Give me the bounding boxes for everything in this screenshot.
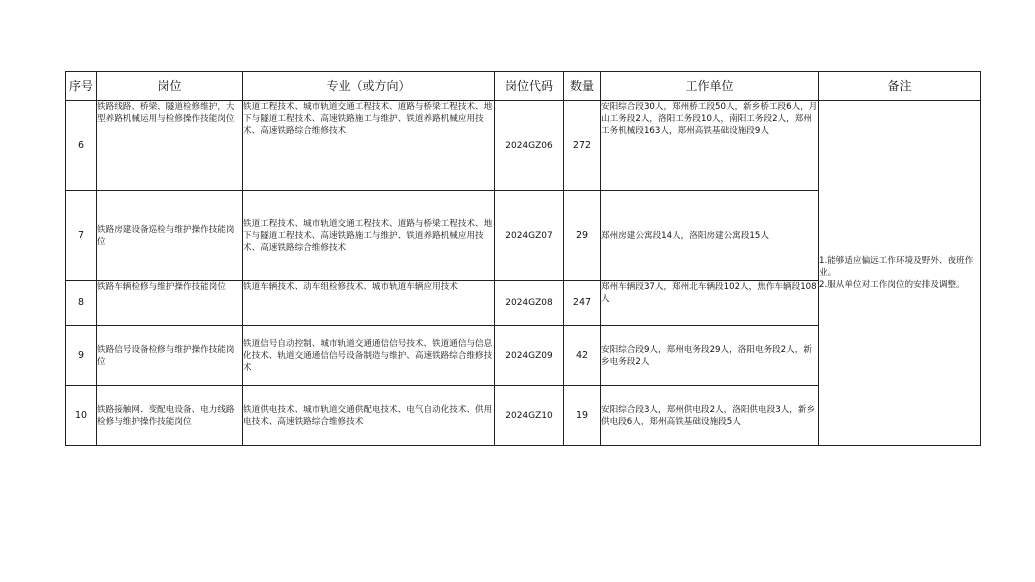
code-cell: 2024GZ09 [495, 326, 564, 386]
work-unit-cell: 安阳综合段3人，郑州供电段2人，洛阳供电段3人，新乡供电段6人，郑州高铁基础设施段5人 [601, 386, 819, 446]
code-cell: 2024GZ07 [495, 191, 564, 281]
position-cell: 铁路房建设备巡检与维护操作技能岗位 [97, 191, 243, 281]
quantity-cell: 247 [564, 281, 601, 326]
header-position: 岗位 [97, 72, 243, 101]
header-serial: 序号 [66, 72, 97, 101]
code-cell: 2024GZ06 [495, 101, 564, 191]
header-quantity: 数量 [564, 72, 601, 101]
serial-cell: 9 [66, 326, 97, 386]
recruitment-table [65, 71, 981, 446]
code-cell: 2024GZ10 [495, 386, 564, 446]
header-position-code: 岗位代码 [495, 72, 564, 101]
quantity-cell: 29 [564, 191, 601, 281]
work-unit-cell: 安阳综合段9人，郑州电务段29人，洛阳电务段2人，新乡电务段2人 [601, 326, 819, 386]
remark-line: 1.能够适应偏远工作环境及野外、夜班作业。 [819, 256, 974, 278]
position-cell: 铁路接触网、变配电设备、电力线路检修与维护操作技能岗位 [97, 386, 243, 446]
major-cell: 铁道供电技术、城市轨道交通供配电技术、电气自动化技术、供用电技术、高速铁路综合维修技术 [243, 386, 495, 446]
quantity-cell: 19 [564, 386, 601, 446]
remarks-cell [819, 101, 981, 446]
header-major: 专业（或方向） [243, 72, 495, 101]
code-cell: 2024GZ08 [495, 281, 564, 326]
major-cell: 铁道信号自动控制、城市轨道交通通信信号技术、铁道通信与信息化技术、轨道交通通信信号设备制造与维护、高速铁路综合维修技术 [243, 326, 495, 386]
position-cell: 铁路线路、桥梁、隧道检修维护，大型养路机械运用与检修操作技能岗位 [97, 101, 243, 191]
quantity-cell: 272 [564, 101, 601, 191]
header-remarks: 备注 [819, 72, 981, 101]
serial-cell: 10 [66, 386, 97, 446]
work-unit-cell: 郑州车辆段37人，郑州北车辆段102人，焦作车辆段108人 [601, 281, 819, 326]
position-cell: 铁路车辆检修与维护操作技能岗位 [97, 281, 243, 326]
major-cell: 铁道工程技术、城市轨道交通工程技术、道路与桥梁工程技术、地下与隧道工程技术、高速铁路施工与维护、铁道养路机械应用技术、高速铁路综合维修技术 [243, 191, 495, 281]
work-unit-cell: 安阳综合段30人，郑州桥工段50人，新乡桥工段6人，月山工务段2人，洛阳工务段10人，南阳工务段2人，郑州工务机械段163人，郑州高铁基础设施段9人 [601, 101, 819, 191]
major-cell: 铁道工程技术、城市轨道交通工程技术、道路与桥梁工程技术、地下与隧道工程技术、高速铁路施工与维护、铁道养路机械应用技术、高速铁路综合维修技术 [243, 101, 495, 191]
position-cell: 铁路信号设备检修与维护操作技能岗位 [97, 326, 243, 386]
header-work-unit: 工作单位 [601, 72, 819, 101]
serial-cell: 6 [66, 101, 97, 191]
remark-line: 2.服从单位对工作岗位的安排及调整。 [819, 280, 965, 290]
header-row [66, 72, 981, 101]
quantity-cell: 42 [564, 326, 601, 386]
serial-cell: 8 [66, 281, 97, 326]
serial-cell: 7 [66, 191, 97, 281]
major-cell: 铁道车辆技术、动车组检修技术、城市轨道车辆应用技术 [243, 281, 495, 326]
table-row [66, 101, 981, 191]
work-unit-cell: 郑州房建公寓段14人，洛阳房建公寓段15人 [601, 191, 819, 281]
